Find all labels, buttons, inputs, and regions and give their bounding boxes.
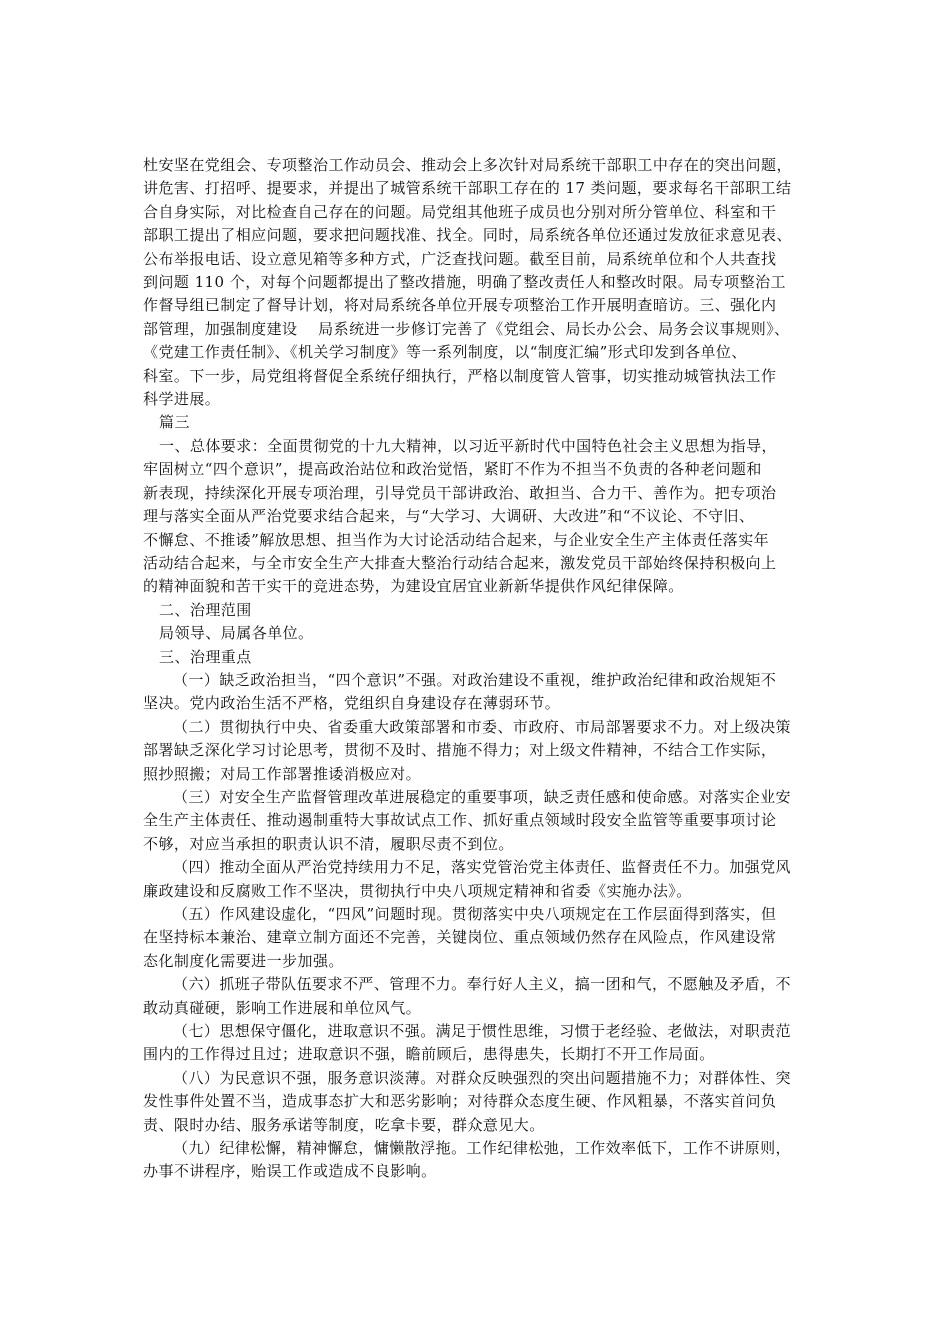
- text-line: 活动结合起来，与全市安全生产大排查大整治行动结合起来，激发党员干部始终保持积极向上: [143, 553, 777, 572]
- text-line: 合自身实际，对比检查自己存在的问题。局党组其他班子成员也分别对所分管单位、科室和干: [143, 202, 777, 221]
- text-line: 不懈怠、不推诿”解放思想、担当作为大讨论活动结合起来，与企业安全生产主体责任落实年: [143, 530, 770, 549]
- text-line: 三、治理重点: [159, 647, 252, 666]
- text-line: 《党建工作责任制》、《机关学习制度》等一系列制度，以“制度汇编”形式印发到各单位、: [143, 343, 747, 362]
- text-line: 不够，对应当承担的职责认识不清，履职尽责不到位。: [143, 834, 514, 853]
- text-line: （八）为民意识不强，服务意识淡薄。对群众反映强烈的突出问题措施不力；对群体性、突: [173, 1068, 792, 1087]
- text-line: 二、治理范围: [159, 600, 252, 619]
- text-line: 在坚持标本兼治、建章立制方面还不完善，关键岗位、重点领域仍然存在风险点，作风建设常: [143, 928, 777, 947]
- text-line: 敢动真碰硬，影响工作进展和单位风气。: [143, 998, 422, 1017]
- text-line: （二）贯彻执行中央、省委重大政策部署和市委、市政府、市局部署要求不力。对上级决策: [173, 717, 792, 736]
- text-line: （六）抓班子带队伍要求不严、管理不力。奉行好人主义，搞一团和气，不愿触及矛盾，不: [173, 975, 792, 994]
- text-line: 科室。下一步，局党组将督促全系统仔细执行，严格以制度管人管事，切实推动城管执法工作: [143, 366, 777, 385]
- text-line: 篇三: [159, 413, 190, 432]
- text-line: 发性事件处置不当，造成事态扩大和恶劣影响；对待群众态度生硬、作风粗暴，不落实首问负: [143, 1092, 777, 1111]
- text-line: 一、总体要求：全面贯彻党的十九大精神，以习近平新时代中国特色社会主义思想为指导，: [159, 436, 778, 455]
- document-body: [143, 154, 823, 1184]
- text-line: 局领导、局属各单位。: [159, 624, 314, 643]
- text-line: （四）推动全面从严治党持续用力不足，落实党管治党主体责任、监督责任不力。加强党风: [173, 858, 792, 877]
- text-line: 部职工提出了相应问题，要求把问题找准、找全。同时，局系统各单位还通过发放征求意见表、: [143, 226, 792, 245]
- text-line: 坚决。党内政治生活不严格，党组织自身建设存在薄弱环节。: [143, 694, 561, 713]
- text-line: （九）纪律松懈，精神懈怠，慵懒散浮拖。工作纪律松弛，工作效率低下，工作不讲原则，: [173, 1139, 792, 1158]
- text-line: 责、限时办结、服务承诺等制度，吃拿卡要，群众意见大。: [143, 1115, 545, 1134]
- text-line: 公布举报电话、设立意见箱等多种方式，广泛查找问题。截至目前，局系统单位和个人共查找: [143, 249, 777, 268]
- text-line: 的精神面貌和苦干实干的竞进态势，为建设宜居宜业新新华提供作风纪律保障。: [143, 577, 684, 596]
- text-line: 照抄照搬；对局工作部署推诿消极应对。: [143, 764, 422, 783]
- text-line: 全生产主体责任、推动遏制重特大事故试点工作、抓好重点领域时段安全监管等重要事项讨论: [143, 811, 777, 830]
- text-line: 部署缺乏深化学习讨论思考，贯彻不及时、措施不得力；对上级文件精神，不结合工作实际，: [143, 741, 777, 760]
- text-line: 科学进展。: [143, 390, 221, 409]
- text-line: 作督导组已制定了督导计划，将对局系统各单位开展专项整治工作开展明查暗访。三、强化内: [143, 296, 777, 315]
- text-line: （一）缺乏政治担当，“四个意识”不强。对政治建设不重视，维护政治纪律和政治规矩不: [173, 670, 777, 689]
- text-line: 杜安坚在党组会、专项整治工作动员会、推动会上多次针对局系统干部职工中存在的突出问题，: [143, 156, 792, 174]
- text-line: 廉政建设和反腐败工作不坚决，贯彻执行中央八项规定精神和省委《实施办法》。: [143, 881, 692, 900]
- text-line: 新表现，持续深化开展专项治理，引导党员干部讲政治、敢担当、合力干、善作为。把专项治: [143, 483, 777, 502]
- text-line: 牢固树立“四个意识”，提高政治站位和政治觉悟，紧盯不作为不担当不负责的各种老问题和: [143, 460, 762, 479]
- text-line: 到问题 110 个，对每个问题都提出了整改措施，明确了整改责任人和整改时限。局专项整治工: [143, 273, 786, 292]
- text-line: （七）思想保守僵化，进取意识不强。满足于惯性思维，习惯于老经验、老做法，对职责范: [173, 1022, 792, 1041]
- text-line: 围内的工作得过且过；进取意识不强，瞻前顾后，患得患失，长期打不开工作局面。: [143, 1045, 715, 1064]
- text-line: 讲危害、打招呼、提要求，并提出了城管系统干部职工存在的 17 类问题，要求每名干部职工结: [143, 179, 792, 198]
- text-line: （五）作风建设虚化，“四风”问题时现。贯彻落实中央八项规定在工作层面得到落实，但: [173, 905, 777, 923]
- text-line: 态化制度化需要进一步加强。: [143, 951, 344, 970]
- text-line: 部管理，加强制度建设 局系统进一步修订完善了《党组会、局长办公会、局务会议事规则》、: [143, 319, 790, 338]
- text-line: 理与落实全面从严治党要求结合起来，与“大学习、大调研、大改进”和“不议论、不守旧、: [143, 507, 755, 526]
- text-line: （三）对安全生产监督管理改革进展稳定的重要事项，缺乏责任感和使命感。对落实企业安: [173, 787, 792, 806]
- text-line: 办事不讲程序，贻误工作或造成不良影响。: [143, 1162, 437, 1181]
